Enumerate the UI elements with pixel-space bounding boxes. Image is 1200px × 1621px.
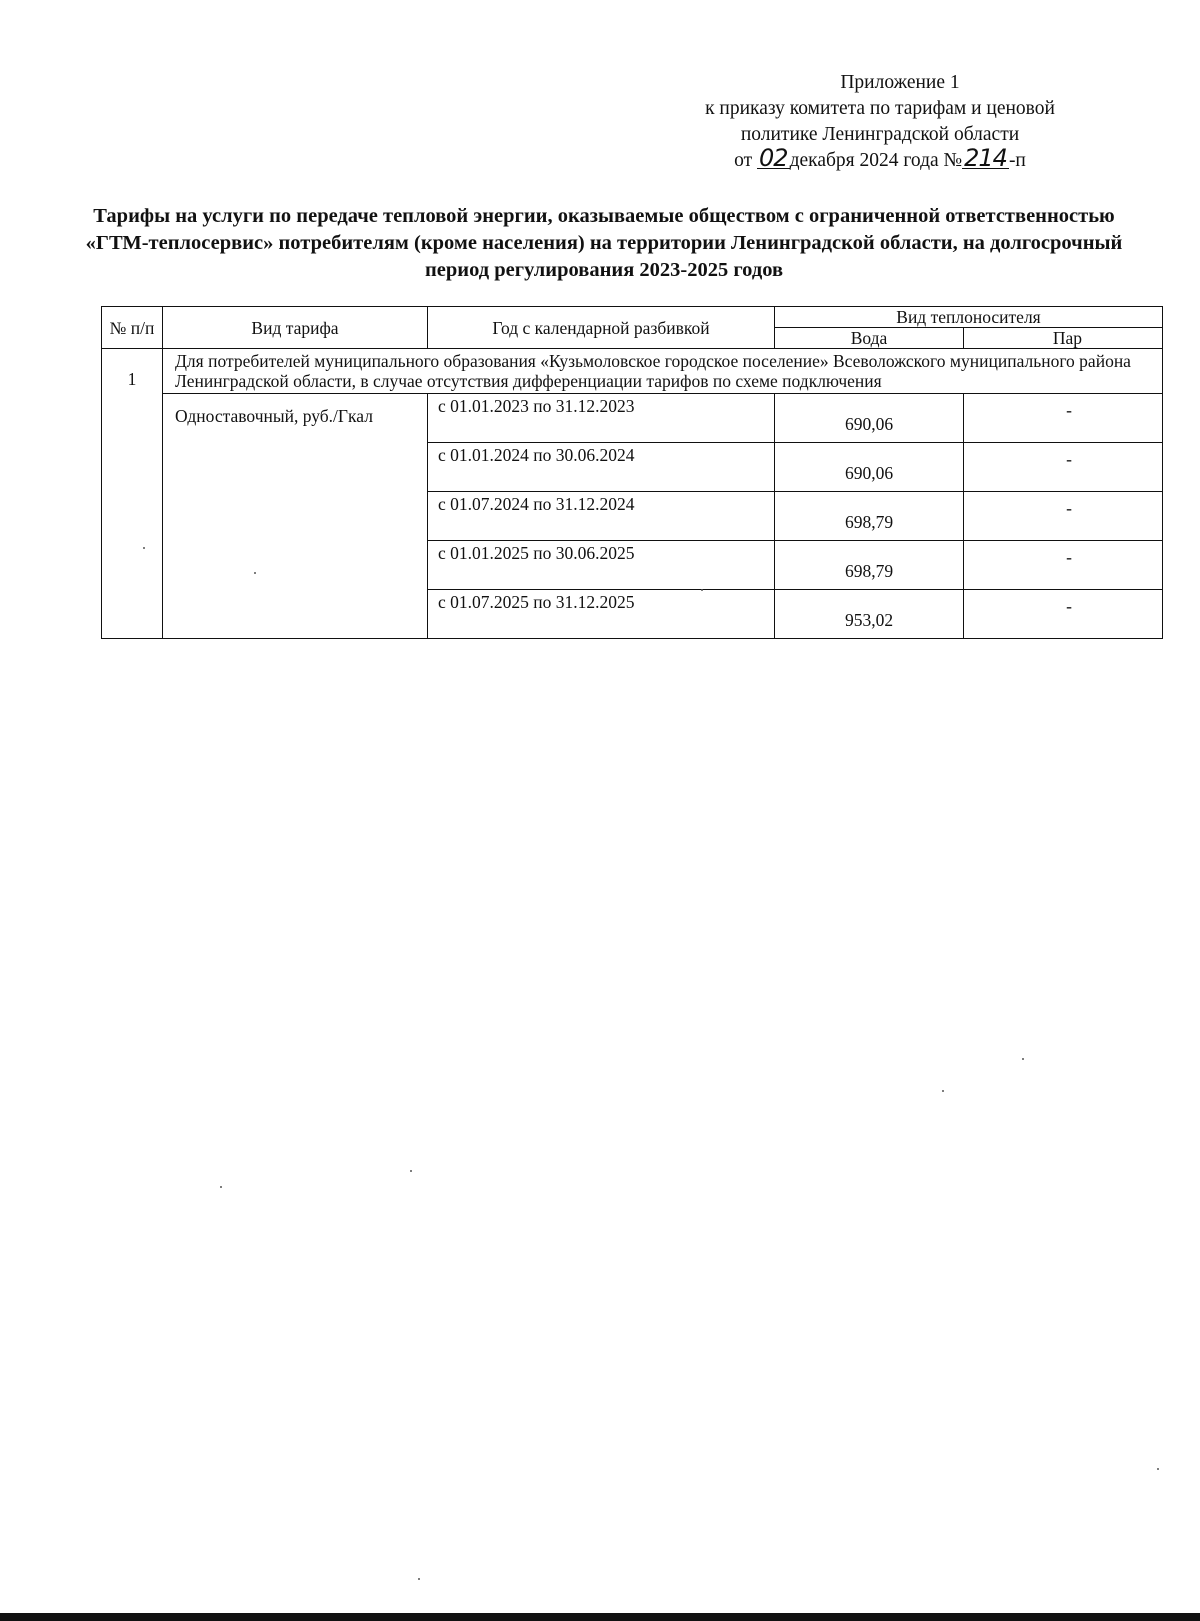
water-tariff-cell: 690,06: [775, 394, 964, 443]
document-title: Тарифы на услуги по передаче тепловой энергии, оказываемые обществом с ограниченной ответственностью «ГТМ-теплосервис» потребителям (кроме населения) на территории Ленинградской области, на долгосрочный период регулирования 2023-2025 годов: [85, 205, 1123, 281]
table-row: [102, 394, 1163, 443]
group-description-row: [102, 349, 1163, 394]
scan-speck: [410, 1170, 412, 1172]
tariff-kind-cell: Одноставочный, руб./Гкал: [163, 394, 428, 639]
steam-tariff-cell: -: [964, 443, 1163, 492]
water-tariff-cell: 953,02: [775, 590, 964, 639]
order-number-suffix: -п: [1008, 150, 1026, 171]
scan-speck: [418, 1578, 420, 1580]
header-row-1: [102, 307, 1163, 328]
header-steam: Пар: [964, 328, 1163, 349]
steam-tariff-cell: -: [964, 492, 1163, 541]
header-carrier: Вид теплоносителя: [775, 307, 1163, 328]
scan-speck: [1022, 1058, 1024, 1060]
period-cell: с 01.01.2024 по 30.06.2024: [428, 443, 775, 492]
header-year: Год с календарной разбивкой: [428, 307, 775, 349]
scan-speck: [220, 1186, 222, 1188]
date-middle: декабря 2024 года №: [789, 150, 963, 171]
period-cell: с 01.01.2023 по 31.12.2023: [428, 394, 775, 443]
scan-speck: [143, 547, 145, 549]
header-tariff-kind: Вид тарифа: [163, 307, 428, 349]
handwritten-order-number: 214: [964, 144, 1007, 172]
scan-speck: [254, 572, 256, 574]
period-cell: с 01.01.2025 по 30.06.2025: [428, 541, 775, 590]
scan-speck: [701, 589, 703, 591]
scan-speck: [942, 1090, 944, 1092]
tariff-table: [101, 306, 1163, 639]
water-tariff-cell: 698,79: [775, 541, 964, 590]
appendix-title: Приложение 1: [840, 72, 960, 93]
group-description: Для потребителей муниципального образования «Кузьмоловское городское поселение» Всеволожского муниципального района Ленинградской области, в случае отсутствия дифференциации тарифов по схеме подключения: [163, 349, 1163, 394]
date-prefix: от: [734, 150, 758, 171]
appendix-header: [620, 70, 1140, 174]
appendix-date-line: [620, 144, 1140, 174]
group-number: 1: [102, 349, 163, 639]
handwritten-day: 02: [759, 144, 788, 172]
appendix-order-line: к приказу комитета по тарифам и ценовой: [705, 98, 1055, 119]
header-number: № п/п: [102, 307, 163, 349]
water-tariff-cell: 690,06: [775, 443, 964, 492]
steam-tariff-cell: -: [964, 590, 1163, 639]
steam-tariff-cell: -: [964, 394, 1163, 443]
period-cell: с 01.07.2024 по 31.12.2024: [428, 492, 775, 541]
steam-tariff-cell: -: [964, 541, 1163, 590]
scan-speck: [1157, 1468, 1159, 1470]
period-cell: с 01.07.2025 по 31.12.2025: [428, 590, 775, 639]
appendix-committee-line: политике Ленинградской области: [740, 124, 1020, 145]
header-water: Вода: [775, 328, 964, 349]
scan-edge-bar: [0, 1613, 1200, 1621]
water-tariff-cell: 698,79: [775, 492, 964, 541]
